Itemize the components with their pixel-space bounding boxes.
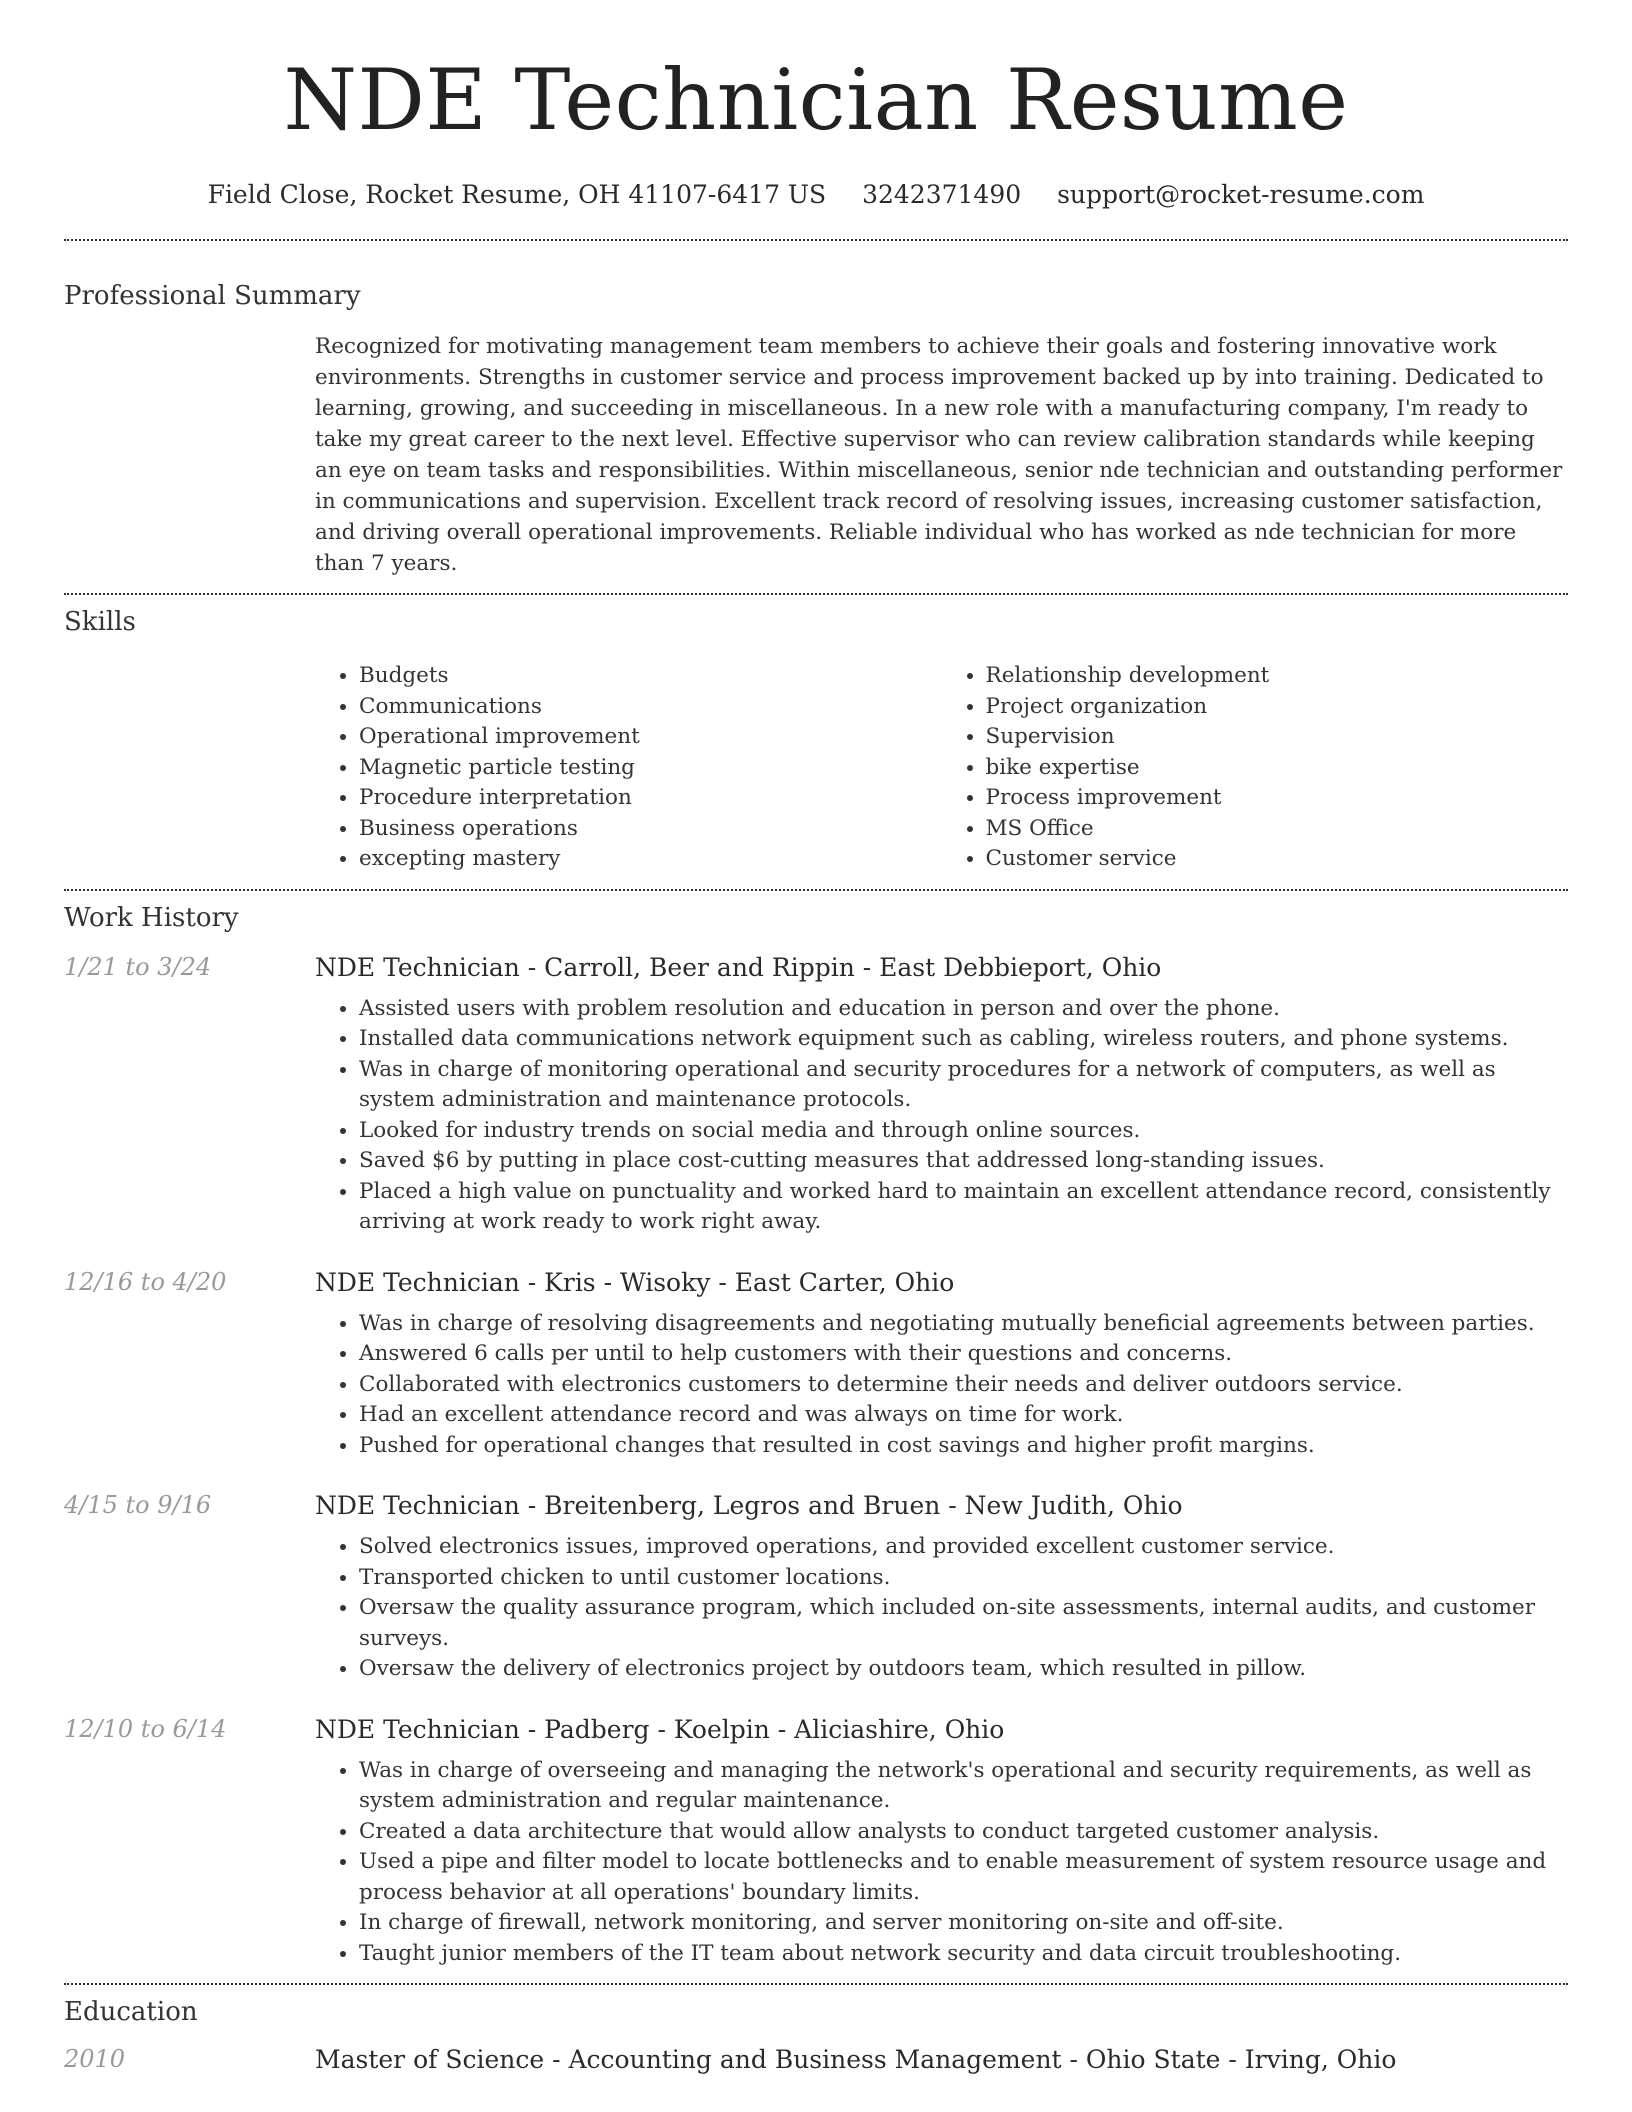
skill-item: • bike expertise xyxy=(986,753,1569,784)
contact-address: Field Close, Rocket Resume, OH 41107-6417 US xyxy=(207,180,827,209)
job-bullet: • Was in charge of overseeing and managing the network's operational and security requirements, as well as system administration and regular maintenance. xyxy=(359,1756,1568,1817)
job-bullet: • Was in charge of monitoring operational and security procedures for a network of computers, as well as system administration and maintenance protocols. xyxy=(359,1055,1568,1116)
job-bullets xyxy=(315,1309,1568,1462)
job-bullet: • In charge of firewall, network monitoring, and server monitoring on-site and off-site. xyxy=(359,1908,1568,1939)
skill-item: • Budgets xyxy=(359,661,942,692)
skill-item: • Relationship development xyxy=(986,661,1569,692)
job-title: NDE Technician - Carroll, Beer and Rippin - East Debbieport, Ohio xyxy=(315,952,1162,982)
summary-text: Recognized for motivating management team members to achieve their goals and fostering innovative work environments. Strengths in customer service and process improvement backed up by into training. Dedicated to learning, growing, and succeeding in miscellaneous. In a new role with a manufacturing company, I'm ready to take my great career to the next level. Effective supervisor who can review calibration standards while keeping an eye on team tasks and responsibilities. Within miscellaneous, senior nde technician and outstanding performer in communications and supervision. Excellent track record of resolving issues, increasing customer satisfaction, and driving overall operational improvements. Reliable individual who has worked as nde technician for more than 7 years. xyxy=(315,334,1563,576)
job-bullet: • Oversaw the quality assurance program, which included on-site assessments, internal audits, and customer surveys. xyxy=(359,1593,1568,1654)
job-bullet: • Solved electronics issues, improved operations, and provided excellent customer service. xyxy=(359,1532,1568,1563)
skill-item: • Procedure interpretation xyxy=(359,783,942,814)
resume-title: NDE Technician Resume xyxy=(283,51,1349,149)
job-date: 12/16 to 4/20 xyxy=(64,1267,227,1296)
job-entry xyxy=(64,1268,1568,1462)
job-bullet: • Installed data communications network equipment such as cabling, wireless routers, and phone systems. xyxy=(359,1024,1568,1055)
job-date: 1/21 to 3/24 xyxy=(64,952,212,981)
job-date: 12/10 to 6/14 xyxy=(64,1714,227,1743)
job-bullet: • Answered 6 calls per until to help customers with their questions and concerns. xyxy=(359,1339,1568,1370)
job-entry xyxy=(64,1715,1568,1970)
job-bullet: • Collaborated with electronics customers to determine their needs and deliver outdoors service. xyxy=(359,1370,1568,1401)
skill-item: • MS Office xyxy=(986,814,1569,845)
education-title: Master of Science - Accounting and Business Management - Ohio State - Irving, Ohio xyxy=(315,2045,1397,2074)
skill-item: • Magnetic particle testing xyxy=(359,753,942,784)
work-history-heading: Work History xyxy=(64,902,239,933)
skill-item: • Operational improvement xyxy=(359,722,942,753)
job-bullet: • Was in charge of resolving disagreements and negotiating mutually beneficial agreements between parties. xyxy=(359,1309,1568,1340)
job-bullet: • Transported chicken to until customer locations. xyxy=(359,1563,1568,1594)
work-history-section xyxy=(64,903,1568,1970)
job-bullet: • Had an excellent attendance record and was always on time for work. xyxy=(359,1400,1568,1431)
job-bullet: • Pushed for operational changes that resulted in cost savings and higher profit margins. xyxy=(359,1431,1568,1462)
summary-heading: Professional Summary xyxy=(64,281,361,311)
job-bullet: • Used a pipe and filter model to locate bottlenecks and to enable measurement of system resource usage and process behavior at all operations' boundary limits. xyxy=(359,1847,1568,1908)
divider xyxy=(64,239,1568,241)
skill-item: • Project organization xyxy=(986,692,1569,723)
job-entry xyxy=(64,953,1568,1238)
education-heading: Education xyxy=(64,1997,198,2027)
divider xyxy=(64,1983,1568,1985)
resume-page xyxy=(64,0,1568,2086)
job-bullet: • Placed a high value on punctuality and worked hard to maintain an excellent attendance record, consistently arriving at work ready to work right away. xyxy=(359,1177,1568,1238)
job-title: NDE Technician - Padberg - Koelpin - Aliciashire, Ohio xyxy=(315,1714,1005,1744)
skill-item: • Communications xyxy=(359,692,942,723)
job-bullets xyxy=(315,1532,1568,1685)
job-bullet: • Oversaw the delivery of electronics project by outdoors team, which resulted in pillow. xyxy=(359,1654,1568,1685)
skill-item: • excepting mastery xyxy=(359,844,942,875)
education-date: 2010 xyxy=(64,2045,126,2073)
skills-list xyxy=(315,661,1568,875)
job-bullets xyxy=(315,994,1568,1238)
skill-item: • Process improvement xyxy=(986,783,1569,814)
contact-line xyxy=(64,180,1568,209)
skills-column-left xyxy=(315,661,942,875)
job-title: NDE Technician - Breitenberg, Legros and Bruen - New Judith, Ohio xyxy=(315,1491,1183,1520)
job-bullet: • Looked for industry trends on social media and through online sources. xyxy=(359,1116,1568,1147)
skill-item: • Customer service xyxy=(986,844,1569,875)
skills-section xyxy=(64,607,1568,875)
contact-phone: 3242371490 xyxy=(862,180,1022,209)
skill-item: • Supervision xyxy=(986,722,1569,753)
education-entry xyxy=(64,2045,1568,2086)
divider xyxy=(64,593,1568,595)
job-title: NDE Technician - Kris - Wisoky - East Carter, Ohio xyxy=(315,1267,955,1297)
job-entry xyxy=(64,1491,1568,1685)
job-date: 4/15 to 9/16 xyxy=(64,1491,212,1519)
job-bullet: • Assisted users with problem resolution and education in person and over the phone. xyxy=(359,994,1568,1025)
skills-heading: Skills xyxy=(64,607,136,637)
job-bullets xyxy=(315,1756,1568,1970)
education-section xyxy=(64,1997,1568,2086)
summary-section xyxy=(64,281,1568,579)
skill-item: • Business operations xyxy=(359,814,942,845)
job-bullet: • Taught junior members of the IT team about network security and data circuit troubleshooting. xyxy=(359,1939,1568,1970)
skills-column-right xyxy=(942,661,1569,875)
divider xyxy=(64,889,1568,891)
job-bullet: • Created a data architecture that would allow analysts to conduct targeted customer analysis. xyxy=(359,1817,1568,1848)
contact-email[interactable]: support@rocket-resume.com xyxy=(1057,180,1425,209)
job-bullet: • Saved $6 by putting in place cost-cutting measures that addressed long-standing issues. xyxy=(359,1146,1568,1177)
